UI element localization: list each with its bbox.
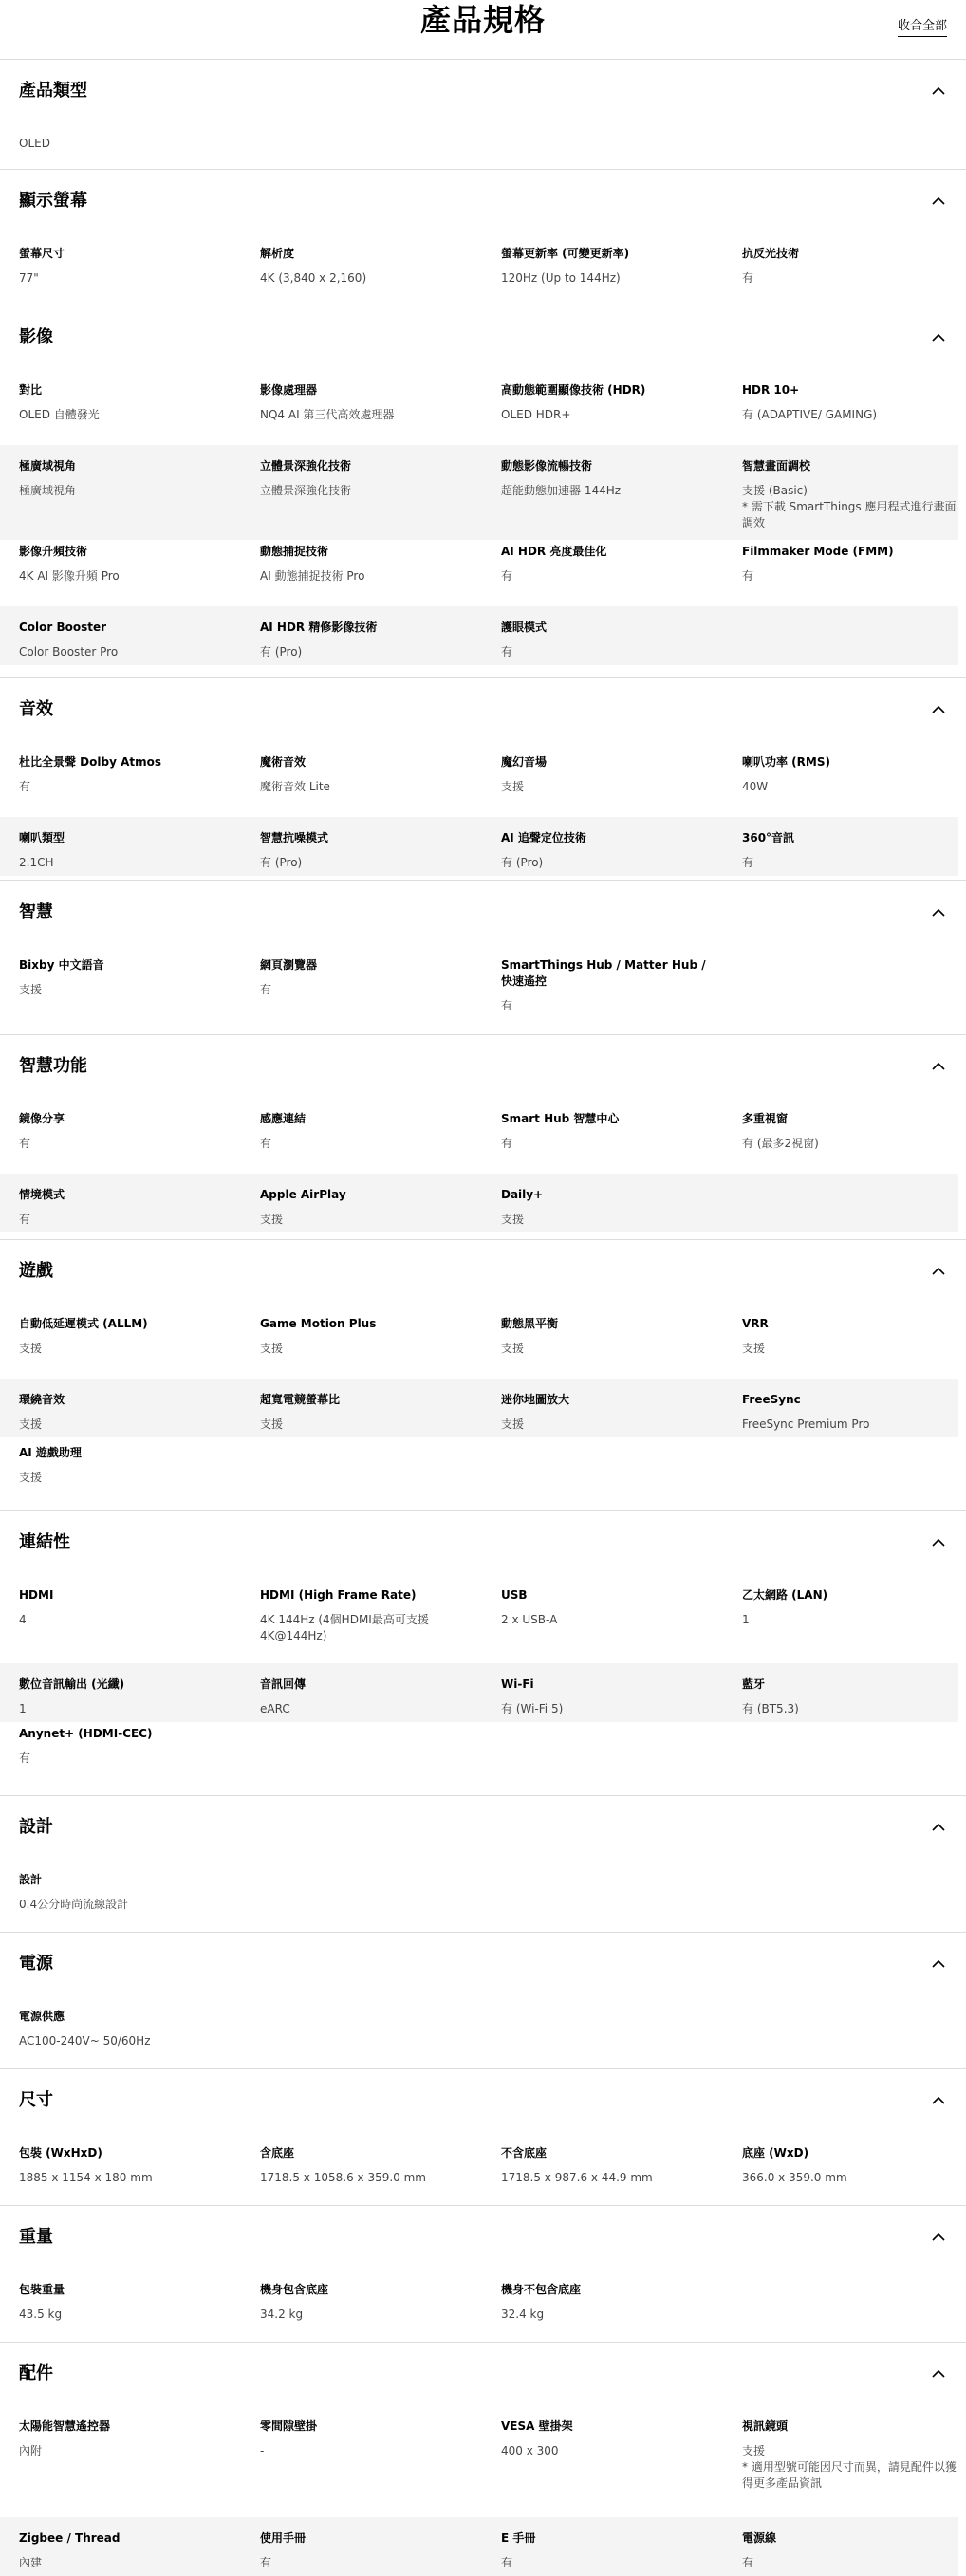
spec-value: 有 (BT5.3) (742, 1702, 799, 1715)
spec-row (0, 2009, 958, 2067)
section-header-gaming[interactable] (0, 1240, 966, 1316)
spec-value: 有 (260, 983, 272, 996)
spec-value: 有 (501, 645, 513, 658)
spec-item (19, 1187, 237, 1228)
spec-value: 4K AI 影像升頻 Pro (19, 569, 120, 583)
spec-item (501, 382, 719, 423)
spec-value: 有 (Pro) (501, 856, 544, 869)
spec-item (501, 2282, 719, 2323)
spec-item (260, 2418, 478, 2459)
spec-label: 環繞音效 (19, 1393, 65, 1406)
spec-item (742, 544, 960, 584)
spec-value: 支援 (501, 1342, 525, 1355)
spec-item (19, 1587, 237, 1628)
spec-label: 感應連結 (260, 1112, 307, 1125)
spec-item (742, 1677, 960, 1717)
spec-item (501, 1392, 719, 1433)
spec-label: 底座 (WxD) (742, 2146, 809, 2159)
spec-item (260, 1392, 478, 1433)
section-connectivity (0, 1510, 966, 1765)
spec-label: 機身不包含底座 (501, 2283, 582, 2296)
spec-item (260, 458, 478, 499)
spec-label: 智慧抗噪模式 (260, 831, 329, 844)
spec-item (501, 754, 719, 795)
section-header-audio[interactable] (0, 678, 966, 754)
section-design (0, 1795, 966, 1911)
spec-value: 2 x USB-A (501, 1613, 558, 1626)
spec-value: 1885 x 1154 x 180 mm (19, 2171, 153, 2184)
spec-item (19, 957, 237, 998)
section-header-dimensions[interactable] (0, 2069, 966, 2145)
spec-value: 有 (501, 999, 513, 1012)
spec-label: Daily+ (501, 1188, 544, 1201)
section-header-design[interactable] (0, 1796, 966, 1872)
spec-item (501, 2418, 719, 2459)
chevron-up-icon[interactable] (930, 329, 947, 346)
spec-label: FreeSync (742, 1393, 801, 1406)
spec-value: Color Booster Pro (19, 645, 119, 658)
chevron-up-icon[interactable] (930, 2229, 947, 2246)
chevron-up-icon[interactable] (930, 1534, 947, 1551)
spec-value: 有 (Pro) (260, 856, 303, 869)
spec-item (501, 957, 719, 1014)
spec-label: AI 追聲定位技術 (501, 831, 586, 844)
chevron-up-icon[interactable] (930, 1263, 947, 1280)
spec-item (501, 830, 719, 871)
spec-label: 魔術音效 (260, 755, 307, 769)
spec-label: 喇叭功率 (RMS) (742, 755, 830, 769)
spec-item (742, 1316, 960, 1357)
spec-value: 有 (501, 2556, 513, 2569)
spec-item (19, 620, 237, 660)
spec-item (19, 1316, 237, 1357)
section-weight (0, 2205, 966, 2321)
spec-value: 有 (19, 1137, 31, 1150)
spec-value: 43.5 kg (19, 2307, 63, 2321)
spec-item (742, 1111, 960, 1152)
spec-label: E 手冊 (501, 2531, 536, 2545)
spec-value: OLED 自體發光 (19, 408, 100, 421)
spec-value: 77" (19, 271, 39, 285)
spec-value: 有 (19, 780, 31, 793)
spec-item (19, 1392, 237, 1433)
spec-value: 支援 (742, 1342, 766, 1355)
spec-label: 設計 (19, 1873, 43, 1886)
spec-label: Anynet+ (HDMI-CEC) (19, 1727, 153, 1740)
section-title: 顯示螢幕 (19, 191, 87, 211)
spec-row (0, 1111, 958, 1170)
spec-label: 動態黑平衡 (501, 1317, 559, 1330)
spec-value: 1 (19, 1702, 27, 1715)
section-picture (0, 306, 966, 658)
spec-item (19, 458, 237, 499)
section-title: 智慧功能 (19, 1056, 87, 1076)
spec-label: AI 遊戲助理 (19, 1446, 82, 1459)
spec-value: 有 (19, 1213, 31, 1226)
spec-item (19, 544, 237, 584)
spec-label: Game Motion Plus (260, 1317, 377, 1330)
spec-value: 有 (ADAPTIVE/ GAMING) (742, 408, 878, 421)
section-product-type (0, 59, 966, 150)
spec-value: 0.4公分時尚流線設計 (19, 1898, 129, 1911)
spec-label: 影像升頻技術 (19, 545, 88, 558)
chevron-up-icon[interactable] (930, 1819, 947, 1836)
spec-label: 使用手冊 (260, 2531, 307, 2545)
section-dimensions (0, 2068, 966, 2184)
spec-value: 支援 (501, 780, 525, 793)
spec-row (0, 2517, 958, 2576)
spec-item (501, 246, 719, 287)
spec-item (19, 754, 237, 795)
spec-item (742, 1392, 960, 1433)
spec-value: 有 (501, 569, 513, 583)
spec-label: USB (501, 1588, 528, 1602)
spec-label: 包裝重量 (19, 2283, 65, 2296)
spec-value: 4 (19, 1613, 27, 1626)
spec-item (19, 2009, 237, 2049)
spec-row (0, 382, 958, 441)
spec-item (260, 1587, 478, 1644)
spec-item (260, 1111, 478, 1152)
section-title: 遊戲 (19, 1261, 53, 1281)
spec-item (260, 2530, 478, 2571)
spec-item (19, 1872, 237, 1913)
spec-value: 120Hz (Up to 144Hz) (501, 271, 621, 285)
chevron-up-icon[interactable] (930, 1058, 947, 1075)
spec-label: 自動低延遲模式 (ALLM) (19, 1317, 148, 1330)
section-header-product-type[interactable] (0, 60, 966, 136)
spec-label: Zigbee / Thread (19, 2531, 121, 2545)
spec-label: 立體景深強化技術 (260, 459, 352, 473)
spec-item (742, 246, 960, 287)
spec-value: 366.0 x 359.0 mm (742, 2171, 847, 2184)
spec-item (260, 246, 478, 287)
spec-label: 太陽能智慧遙控器 (19, 2419, 111, 2433)
spec-value: 立體景深強化技術 (260, 484, 352, 497)
section-audio (0, 677, 966, 869)
spec-label: Bixby 中文語音 (19, 958, 104, 972)
spec-item (260, 2282, 478, 2323)
chevron-up-icon[interactable] (930, 83, 947, 100)
spec-item (742, 458, 960, 531)
section-smart-features (0, 1034, 966, 1226)
spec-value: 有 (742, 856, 754, 869)
spec-item (501, 544, 719, 584)
spec-value: 有 (742, 271, 754, 285)
spec-value: 34.2 kg (260, 2307, 304, 2321)
spec-label: 藍牙 (742, 1677, 766, 1691)
chevron-up-icon[interactable] (930, 193, 947, 210)
section-power (0, 1932, 966, 2048)
spec-item (501, 1111, 719, 1152)
spec-label: 超寬電競螢幕比 (260, 1393, 341, 1406)
spec-row (0, 246, 958, 305)
spec-item (260, 1316, 478, 1357)
spec-label: 喇叭類型 (19, 831, 65, 844)
spec-value: 魔術音效 Lite (260, 780, 330, 793)
spec-row (0, 1726, 958, 1785)
spec-row (0, 544, 958, 602)
spec-label: 零間隙壁掛 (260, 2419, 318, 2433)
spec-label: 動態捕捉技術 (260, 545, 329, 558)
spec-value: 支援 (19, 1342, 43, 1355)
section-header-power[interactable] (0, 1933, 966, 2009)
section-title: 重量 (19, 2227, 53, 2247)
spec-item (742, 754, 960, 795)
section-title: 連結性 (19, 1532, 70, 1552)
spec-label: 螢幕尺寸 (19, 247, 65, 260)
spec-label: Wi-Fi (501, 1677, 534, 1691)
spec-label: VRR (742, 1317, 769, 1330)
spec-label: AI HDR 亮度最佳化 (501, 545, 607, 558)
spec-label: 迷你地圖放大 (501, 1393, 570, 1406)
spec-value: 有 (最多2視窗) (742, 1137, 819, 1150)
spec-label: 不含底座 (501, 2146, 548, 2159)
spec-value: FreeSync Premium Pro (742, 1418, 870, 1431)
section-smart (0, 880, 966, 1012)
spec-value: 有 (501, 1137, 513, 1150)
spec-label: Color Booster (19, 621, 107, 634)
spec-value: 4K (3,840 x 2,160) (260, 271, 367, 285)
page-title: 產品規格 (419, 2, 546, 38)
spec-label: HDR 10+ (742, 383, 800, 397)
spec-label: 魔幻音場 (501, 755, 548, 769)
spec-value: 內建 (19, 2556, 43, 2569)
spec-label: 鏡像分享 (19, 1112, 65, 1125)
spec-value: 有 (Pro) (260, 645, 303, 658)
spec-value: 支援 (260, 1418, 284, 1431)
spec-value: 支援 * 適用型號可能因尺寸而異，請見配件以獲得更多產品資訊 (742, 2444, 957, 2490)
collapse-all-button[interactable]: 收合全部 (898, 19, 947, 37)
spec-item (19, 1726, 237, 1767)
spec-value: 支援 (260, 1213, 284, 1226)
spec-label: 抗反光技術 (742, 247, 800, 260)
spec-row (0, 817, 958, 876)
spec-item (501, 620, 719, 660)
spec-value: 有 (742, 569, 754, 583)
spec-item (19, 1677, 237, 1717)
spec-value: 支援 (19, 1418, 43, 1431)
spec-item (501, 2145, 719, 2186)
spec-label: Apple AirPlay (260, 1188, 346, 1201)
spec-label: SmartThings Hub / Matter Hub / 快速遙控 (501, 958, 706, 988)
spec-item (19, 2418, 237, 2459)
spec-label: 乙太網路 (LAN) (742, 1588, 828, 1602)
spec-item (501, 1187, 719, 1228)
spec-item (501, 1587, 719, 1628)
chevron-up-icon[interactable] (930, 904, 947, 921)
section-header-smart-features[interactable] (0, 1035, 966, 1111)
spec-value: 有 (Wi-Fi 5) (501, 1702, 564, 1715)
spec-label: AI HDR 精修影像技術 (260, 621, 378, 634)
spec-label: 包裝 (WxHxD) (19, 2146, 102, 2159)
spec-row (0, 1445, 958, 1504)
spec-label: 網頁瀏覽器 (260, 958, 318, 972)
spec-value: 1718.5 x 1058.6 x 359.0 mm (260, 2171, 426, 2184)
section-header-weight[interactable] (0, 2206, 966, 2282)
section-accessories (0, 2342, 966, 2569)
spec-label: 對比 (19, 383, 43, 397)
spec-value: 支援 (19, 983, 43, 996)
spec-row (0, 1379, 958, 1437)
spec-value: 超能動態加速器 144Hz (501, 484, 622, 497)
spec-row (0, 445, 958, 540)
spec-value: AC100-240V~ 50/60Hz (19, 2034, 151, 2048)
spec-value: 有 (19, 1751, 31, 1765)
section-display (0, 169, 966, 285)
spec-row (0, 1872, 958, 1931)
spec-label: 杜比全景聲 Dolby Atmos (19, 755, 162, 769)
spec-label: HDMI (19, 1588, 54, 1602)
spec-item (19, 246, 237, 287)
section-title: 電源 (19, 1954, 53, 1974)
spec-value: 支援 (501, 1418, 525, 1431)
spec-value: 2.1CH (19, 856, 54, 869)
spec-value: eARC (260, 1702, 290, 1715)
spec-value: NQ4 AI 第三代高效處理器 (260, 408, 395, 421)
section-header-smart[interactable] (0, 881, 966, 957)
spec-label: 動態影像流暢技術 (501, 459, 593, 473)
spec-value: - (260, 2444, 265, 2457)
spec-row (0, 2418, 958, 2510)
spec-value: 40W (742, 780, 769, 793)
spec-row (0, 1316, 958, 1375)
spec-item (501, 458, 719, 499)
spec-item (19, 2530, 237, 2571)
spec-label: 極廣域視角 (19, 459, 77, 473)
spec-label: 護眼模式 (501, 621, 548, 634)
spec-label: 機身包含底座 (260, 2283, 329, 2296)
spec-item (260, 754, 478, 795)
spec-item (501, 2530, 719, 2571)
spec-label: 含底座 (260, 2146, 295, 2159)
spec-item (19, 1111, 237, 1152)
chevron-up-icon[interactable] (930, 701, 947, 718)
spec-value: 1 (742, 1613, 750, 1626)
spec-item (742, 2418, 960, 2492)
section-title: 音效 (19, 699, 53, 719)
spec-label: 數位音訊輸出 (光纖) (19, 1677, 125, 1691)
spec-row (0, 1174, 958, 1232)
section-title: 產品類型 (19, 81, 87, 101)
spec-value: 有 (260, 2556, 272, 2569)
spec-label: 音訊回傳 (260, 1677, 307, 1691)
spec-row (0, 1587, 958, 1661)
spec-item (742, 382, 960, 423)
chevron-up-icon[interactable] (930, 2092, 947, 2109)
spec-label: Filmmaker Mode (FMM) (742, 545, 894, 558)
spec-item (742, 1587, 960, 1628)
spec-value: 32.4 kg (501, 2307, 545, 2321)
spec-item (19, 2282, 237, 2323)
spec-row (0, 957, 958, 1033)
spec-label: 智慧畫面調校 (742, 459, 811, 473)
section-title: 配件 (19, 2363, 53, 2383)
spec-item (260, 2145, 478, 2186)
spec-value: 極廣域視角 (19, 484, 77, 497)
section-header-display[interactable] (0, 170, 966, 246)
section-gaming (0, 1239, 966, 1484)
spec-item (260, 1677, 478, 1717)
spec-item (19, 136, 237, 152)
spec-item (19, 1445, 237, 1486)
spec-value: OLED HDR+ (501, 408, 571, 421)
spec-item (501, 1677, 719, 1717)
spec-label: VESA 壁掛架 (501, 2419, 573, 2433)
spec-value: 有 (260, 1137, 272, 1150)
spec-row (0, 1663, 958, 1722)
spec-label: 解析度 (260, 247, 295, 260)
spec-item (19, 830, 237, 871)
spec-value: OLED (19, 137, 50, 150)
spec-row (0, 2282, 958, 2341)
spec-label: 電源線 (742, 2531, 777, 2545)
spec-label: 螢幕更新率 (可變更新率) (501, 247, 630, 260)
spec-value: 有 (742, 2556, 754, 2569)
spec-item (260, 957, 478, 998)
spec-label: 情境模式 (19, 1188, 65, 1201)
spec-label: 360°音訊 (742, 831, 795, 844)
spec-value: AI 動態捕捉技術 Pro (260, 569, 365, 583)
section-title: 設計 (19, 1817, 53, 1837)
spec-label: 高動態範圍顯像技術 (HDR) (501, 383, 646, 397)
spec-value: 4K 144Hz (4個HDMI最高可支援4K@144Hz) (260, 1613, 429, 1642)
spec-item (260, 382, 478, 423)
spec-item (260, 830, 478, 871)
section-header-accessories[interactable] (0, 2343, 966, 2418)
spec-value: 支援 (501, 1213, 525, 1226)
spec-value: 支援 (19, 1471, 43, 1484)
spec-item (260, 620, 478, 660)
spec-item (260, 1187, 478, 1228)
spec-label: 電源供應 (19, 2010, 65, 2023)
spec-value: 內附 (19, 2444, 43, 2457)
spec-item (19, 2145, 237, 2186)
spec-label: 多重視窗 (742, 1112, 789, 1125)
spec-row (0, 606, 958, 665)
spec-value: 400 x 300 (501, 2444, 559, 2457)
spec-value: 支援 (Basic) * 需下載 SmartThings 應用程式進行畫面調效 (742, 484, 957, 529)
section-title: 尺寸 (19, 2090, 53, 2110)
spec-row (0, 754, 958, 813)
spec-row (0, 2145, 958, 2204)
spec-item (742, 830, 960, 871)
spec-item (19, 382, 237, 423)
spec-label: HDMI (High Frame Rate) (260, 1588, 417, 1602)
chevron-up-icon[interactable] (930, 2365, 947, 2382)
spec-label: 影像處理器 (260, 383, 318, 397)
section-header-connectivity[interactable] (0, 1511, 966, 1587)
chevron-up-icon[interactable] (930, 1955, 947, 1973)
spec-label: Smart Hub 智慧中心 (501, 1112, 620, 1125)
spec-value: 支援 (260, 1342, 284, 1355)
page-header (0, 0, 966, 42)
section-title: 影像 (19, 327, 53, 347)
spec-item (260, 544, 478, 584)
spec-label: 視訊鏡頭 (742, 2419, 789, 2433)
spec-value: 1718.5 x 987.6 x 44.9 mm (501, 2171, 653, 2184)
spec-item (501, 1316, 719, 1357)
section-title: 智慧 (19, 902, 53, 922)
spec-item (742, 2145, 960, 2186)
spec-item (742, 2530, 960, 2571)
section-header-picture[interactable] (0, 306, 966, 382)
